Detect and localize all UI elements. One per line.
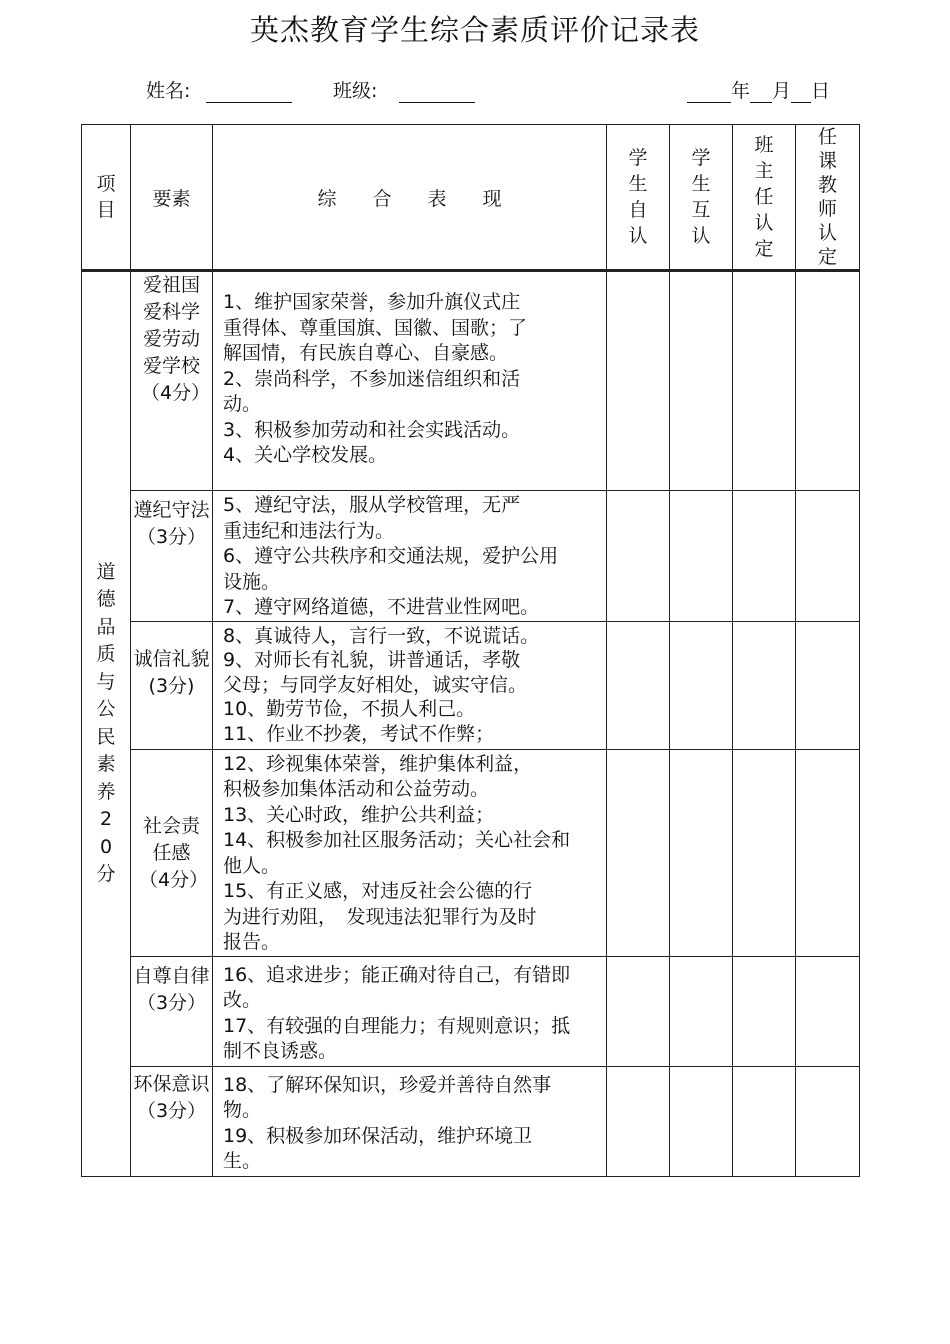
- score-subject-6[interactable]: [796, 1066, 860, 1176]
- score-head-2[interactable]: [733, 491, 796, 622]
- table-row: [82, 271, 860, 491]
- score-peer-1[interactable]: [670, 271, 733, 491]
- score-head-1[interactable]: [733, 271, 796, 491]
- performance-cell: 1、维护国家荣誉，参加升旗仪式庄 重得体、尊重国旗、国徽、国歌；了 解国情，有民族自尊心、自豪感。 2、崇尚科学，不参加迷信组织和活 动。 3、积极参加劳动和社会实践活动。 4、关心学校发展。: [213, 271, 607, 491]
- score-head-6[interactable]: [733, 1066, 796, 1176]
- table-row: [82, 956, 860, 1066]
- table-row: [82, 1066, 860, 1176]
- date-field: [687, 76, 830, 103]
- score-self-1[interactable]: [607, 271, 670, 491]
- score-subject-4[interactable]: [796, 749, 860, 956]
- table-row: [82, 491, 860, 622]
- header-head-teacher: 班主任认定: [733, 125, 796, 271]
- class-label: 班级:: [333, 80, 378, 102]
- header-subject-teacher: 任课教师认定: [796, 125, 860, 271]
- score-self-5[interactable]: [607, 956, 670, 1066]
- year-label: 年: [730, 80, 750, 102]
- score-peer-2[interactable]: [670, 491, 733, 622]
- score-subject-3[interactable]: [796, 621, 860, 749]
- score-head-3[interactable]: [733, 621, 796, 749]
- performance-cell: 12、珍视集体荣誉，维护集体利益， 积极参加集体活动和公益劳动。 13、关心时政，维护公共利益； 14、积极参加社区服务活动；关心社会和 他人。 15、有正义感，对违反社会公德的行 为进行劝阻， 发现违法犯罪行为及时 报告。: [213, 749, 607, 956]
- element-cell: 自尊自律（3分）: [131, 956, 213, 1066]
- name-field: [146, 76, 292, 103]
- element-cell: 环保意识（3分）: [131, 1066, 213, 1176]
- score-subject-1[interactable]: [796, 271, 860, 491]
- performance-cell: 5、遵纪守法，服从学校管理，无严 重违纪和违法行为。 6、遵守公共秩序和交通法规，爱护公用 设施。 7、遵守网络道德，不进营业性网吧。: [213, 491, 607, 622]
- element-cell: 遵纪守法（3分）: [131, 491, 213, 622]
- performance-cell: 8、真诚待人，言行一致，不说谎话。 9、对师长有礼貌，讲普通话，孝敬 父母；与同学友好相处，诚实守信。 10、勤劳节俭，不损人利己。 11、作业不抄袭，考试不作弊；: [213, 621, 607, 749]
- score-peer-6[interactable]: [670, 1066, 733, 1176]
- year-blank[interactable]: [687, 82, 731, 103]
- element-cell: 诚信礼貌(3分): [131, 621, 213, 749]
- month-blank[interactable]: [750, 82, 772, 103]
- score-subject-2[interactable]: [796, 491, 860, 622]
- project-cell: [82, 271, 131, 1177]
- element-cell: 爱祖国爱科学爱劳动爱学校（4分）: [131, 271, 213, 491]
- score-self-4[interactable]: [607, 749, 670, 956]
- evaluation-table: [81, 124, 860, 1177]
- score-self-2[interactable]: [607, 491, 670, 622]
- day-label: 日: [810, 80, 830, 102]
- header-element: 要素: [131, 125, 213, 271]
- score-self-6[interactable]: [607, 1066, 670, 1176]
- name-blank[interactable]: [206, 82, 292, 103]
- performance-cell: 16、追求进步；能正确对待自己，有错即 改。 17、有较强的自理能力；有规则意识；抵 制不良诱惑。: [213, 956, 607, 1066]
- score-head-4[interactable]: [733, 749, 796, 956]
- score-self-3[interactable]: [607, 621, 670, 749]
- day-blank[interactable]: [791, 82, 811, 103]
- header-self-assess: 学生自认: [607, 125, 670, 271]
- header-peer-assess: 学生互认: [670, 125, 733, 271]
- name-label: 姓名:: [146, 80, 191, 102]
- month-label: 月: [771, 80, 791, 102]
- element-cell: 社会责任感（4分）: [131, 749, 213, 956]
- score-peer-3[interactable]: [670, 621, 733, 749]
- class-field: [333, 76, 475, 103]
- project-label: 道德品质与公民素养20分: [96, 560, 116, 886]
- page-title: 英杰教育学生综合素质评价记录表: [249, 13, 700, 47]
- score-subject-5[interactable]: [796, 956, 860, 1066]
- header-performance: 综合表现: [213, 125, 607, 271]
- student-info-row: [0, 76, 950, 106]
- table-row: [82, 749, 860, 956]
- header-project: 项目: [82, 125, 131, 271]
- table-header-row: [82, 125, 860, 271]
- score-peer-4[interactable]: [670, 749, 733, 956]
- table-row: [82, 621, 860, 749]
- performance-cell: 18、了解环保知识，珍爱并善待自然事 物。 19、积极参加环保活动，维护环境卫 生。: [213, 1066, 607, 1176]
- score-peer-5[interactable]: [670, 956, 733, 1066]
- class-blank[interactable]: [399, 82, 475, 103]
- score-head-5[interactable]: [733, 956, 796, 1066]
